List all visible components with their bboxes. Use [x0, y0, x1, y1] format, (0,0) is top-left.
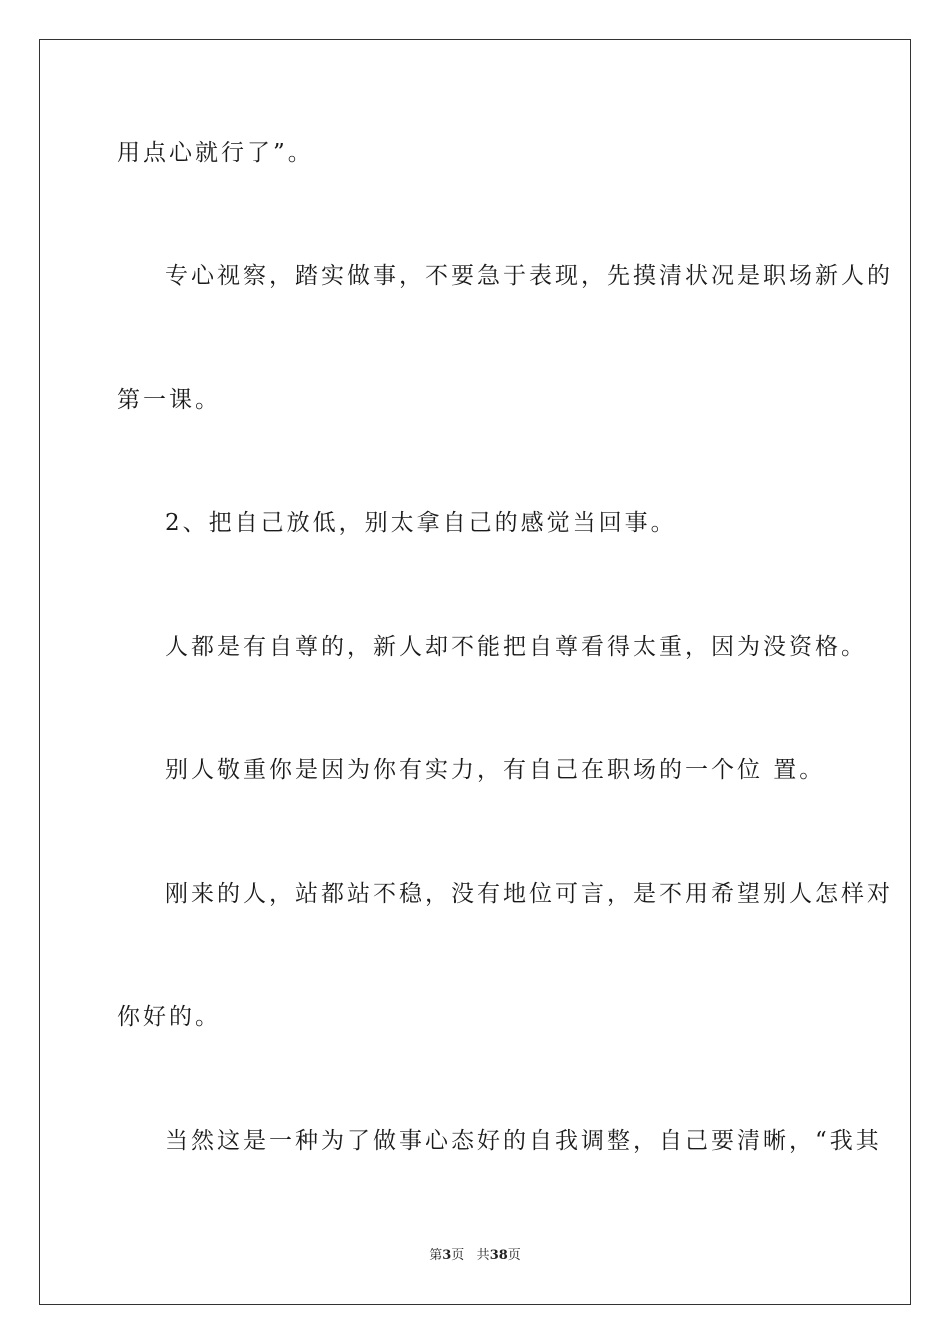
text-line-5: 人都是有自尊的，新人却不能把自尊看得太重，因为没资格。	[165, 634, 867, 660]
page-frame	[39, 39, 911, 1305]
page-footer	[0, 1247, 950, 1265]
text-line-2: 专心视察，踏实做事，不要急于表现，先摸清状况是职场新人的	[165, 263, 893, 289]
text-line-3: 第一课。	[117, 387, 221, 413]
text-line-1: 用点心就行了”。	[117, 140, 314, 166]
page-number: 3	[442, 1248, 452, 1263]
text-line-4: 2、把自己放低，别太拿自己的感觉当回事。	[165, 510, 677, 536]
total-prefix: 共	[476, 1248, 490, 1263]
text-line-7: 刚来的人，站都站不稳，没有地位可言，是不用希望别人怎样对	[165, 881, 893, 907]
page-prefix: 第	[429, 1248, 443, 1263]
total-pages: 38	[489, 1248, 508, 1263]
total-suffix: 页	[507, 1248, 521, 1263]
text-line-6: 别人敬重你是因为你有实力，有自己在职场的一个位 置。	[165, 757, 826, 783]
page-suffix: 页	[451, 1248, 465, 1263]
text-line-8: 你好的。	[117, 1004, 221, 1030]
text-line-9: 当然这是一种为了做事心态好的自我调整，自己要清晰，“我其	[165, 1128, 882, 1154]
